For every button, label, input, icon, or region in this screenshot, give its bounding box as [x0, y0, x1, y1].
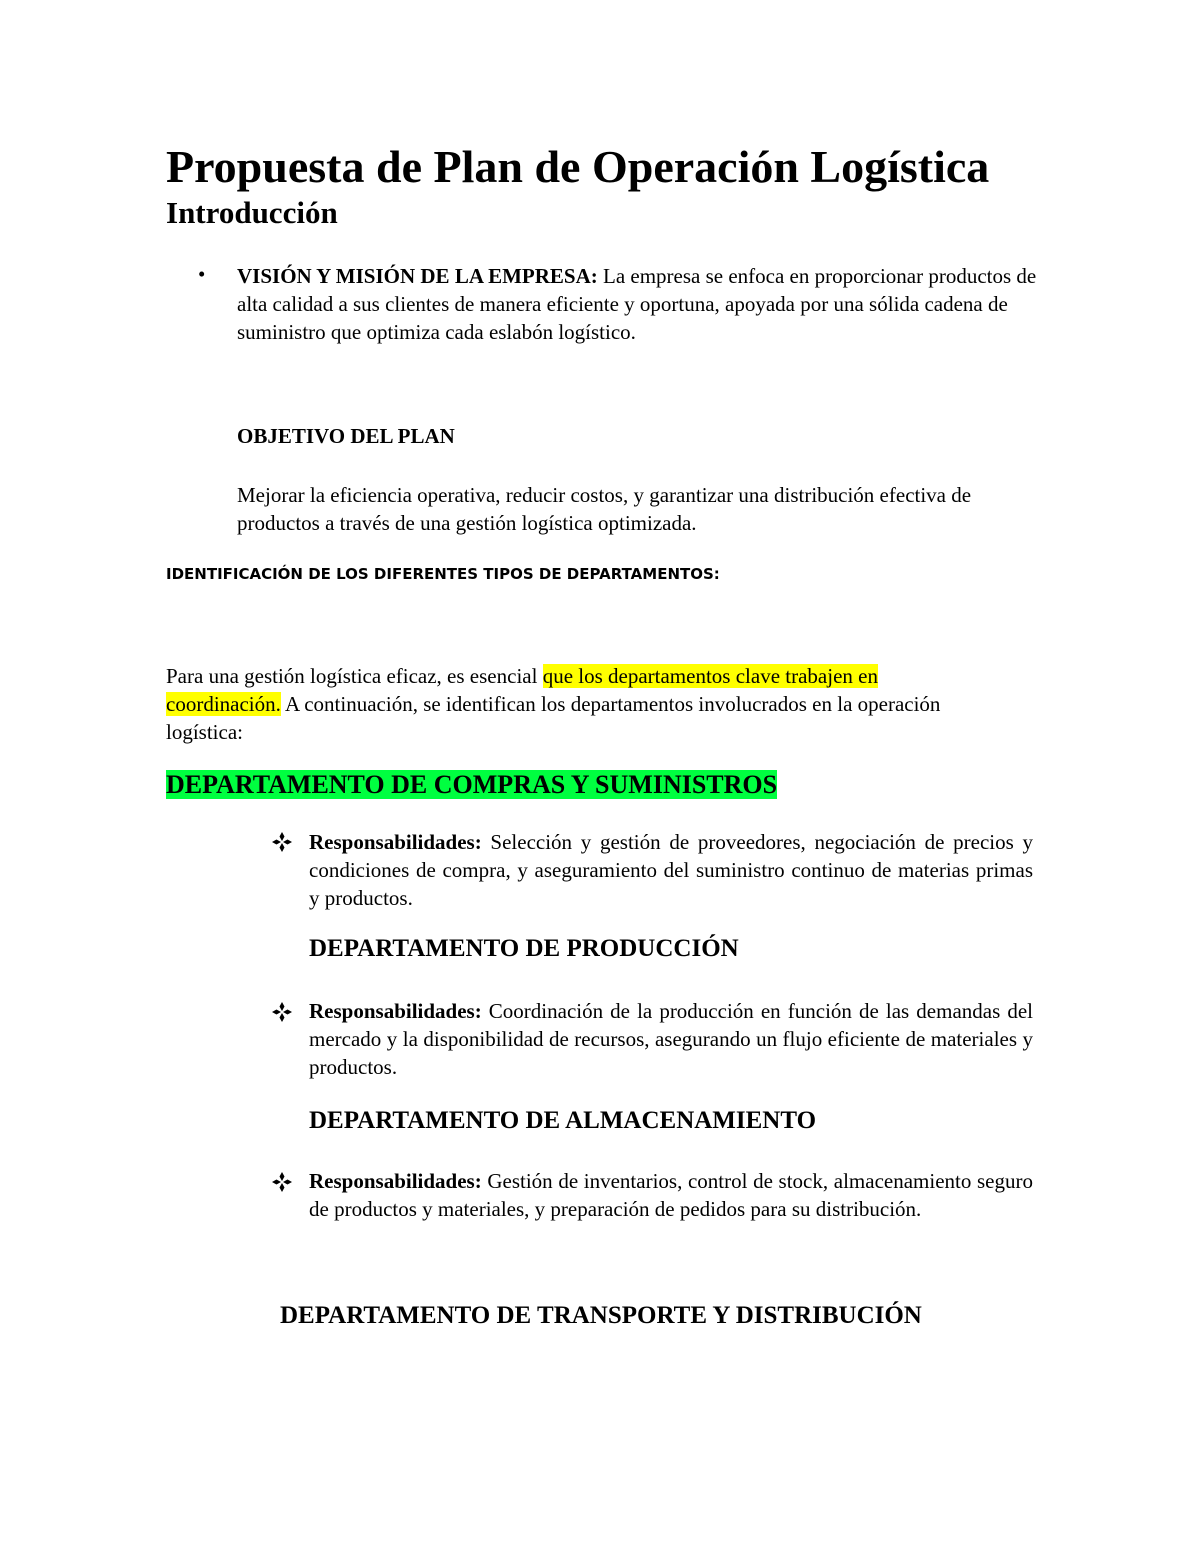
intro-text-before: Para una gestión logística eficaz, es esencial — [166, 664, 543, 688]
intro-text-after: A continuación, se identifican los departamentos involucrados en la operación logística: — [166, 692, 941, 744]
objective-heading: OBJETIVO DEL PLAN — [237, 424, 455, 448]
identification-heading: IDENTIFICACIÓN DE LOS DIFERENTES TIPOS DE DEPARTAMENTOS: — [166, 565, 720, 583]
responsibilities-text: Selección y gestión de proveedores, negociación de precios y condiciones de compra, y aseguramiento del suministro continuo de materias primas y productos. — [309, 830, 1033, 910]
responsibilities-compras — [309, 828, 1033, 912]
diamond-bullet-icon — [270, 1000, 294, 1024]
diamond-bullet-icon — [270, 1170, 294, 1194]
vision-paragraph — [237, 262, 1037, 346]
department-heading-compras — [166, 768, 777, 802]
highlighted-text: que los departamentos clave trabajen en coordinación. — [166, 664, 878, 716]
responsibilities-label: Responsabilidades: — [309, 1169, 482, 1193]
document-title: Propuesta de Plan de Operación Logística — [166, 141, 990, 192]
objective-text: Mejorar la eficiencia operativa, reducir costos, y garantizar una distribución efectiva de productos a través de una gestión logística optimizada. — [237, 483, 972, 535]
department-heading-produccion: DEPARTAMENTO DE PRODUCCIÓN — [309, 935, 739, 962]
department-heading-almacenamiento: DEPARTAMENTO DE ALMACENAMIENTO — [309, 1107, 817, 1134]
responsibilities-label: Responsabilidades: — [309, 999, 482, 1023]
departments-intro-paragraph — [166, 662, 976, 746]
responsibilities-text: Coordinación de la producción en función de las demandas del mercado y la disponibilidad de recursos, asegurando un flujo eficiente de materiales y productos. — [309, 999, 1033, 1079]
vision-text: La empresa se enfoca en proporcionar productos de alta calidad a sus clientes de manera eficiente y oportuna, apoyada por una sólida cadena de suministro que optimiza cada eslabón logístico. — [237, 264, 1037, 344]
responsibilities-produccion — [309, 997, 1033, 1081]
intro-heading: Introducción — [166, 195, 338, 230]
vision-label: VISIÓN Y MISIÓN DE LA EMPRESA: — [237, 264, 598, 288]
department-heading-transporte: DEPARTAMENTO DE TRANSPORTE Y DISTRIBUCIÓN — [280, 1302, 922, 1329]
diamond-bullet-icon — [270, 830, 294, 854]
department-heading-compras-text: DEPARTAMENTO DE COMPRAS Y SUMINISTROS — [166, 770, 778, 799]
bullet-dot-icon: • — [198, 262, 206, 286]
responsibilities-text: Gestión de inventarios, control de stock, almacenamiento seguro de productos y materiales, y preparación de pedidos para su distribución. — [309, 1169, 1033, 1221]
responsibilities-label: Responsabilidades: — [309, 830, 482, 854]
responsibilities-almacenamiento — [309, 1167, 1033, 1223]
